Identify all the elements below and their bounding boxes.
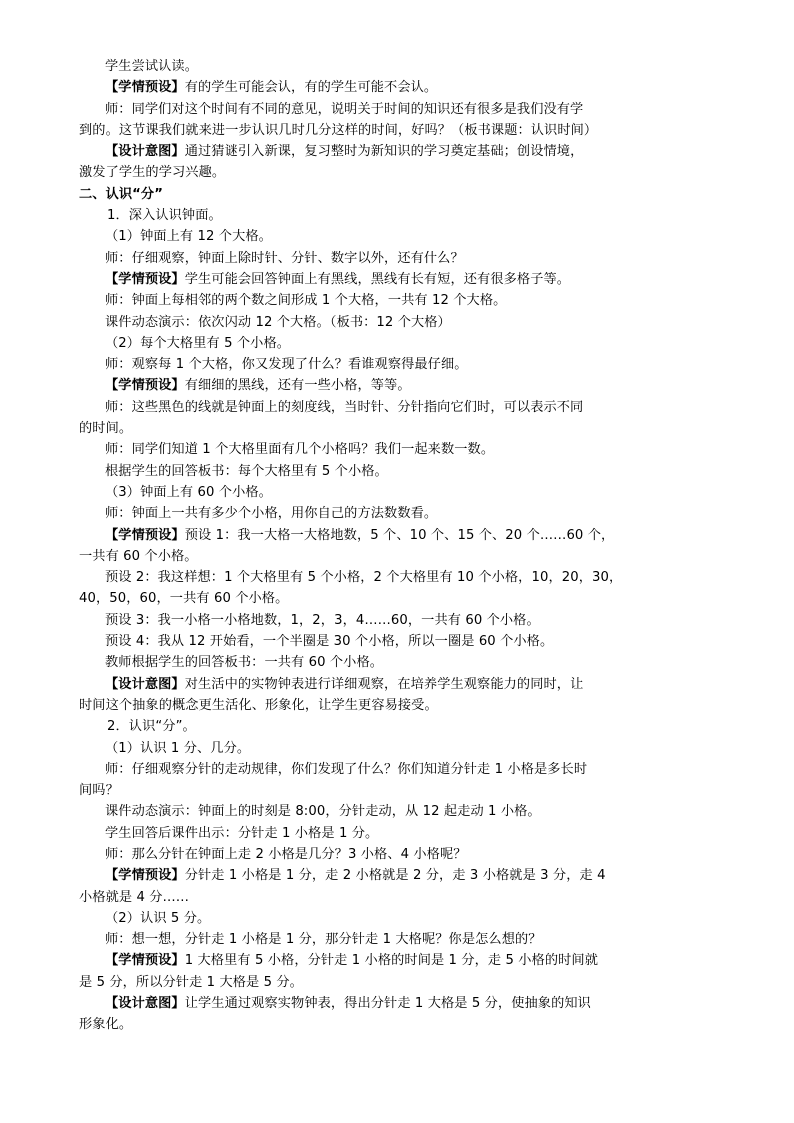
line-text: 师：钟面上一共有多少个小格，用你自己的方法数数看。 <box>105 506 438 522</box>
line-text: 激发了学生的学习兴趣。 <box>79 165 226 181</box>
line-text: 通过猜谜引入新课，复习整时为新知识的学习奠定基础；创设情境， <box>184 144 584 160</box>
line-text: （3）钟面上有 60 个小格。 <box>105 484 272 500</box>
paragraph-line <box>79 503 607 524</box>
paragraph-line <box>79 759 607 780</box>
line-text: 对生活中的实物钟表进行详细观察，在培养学生观察能力的同时，让 <box>184 676 584 692</box>
paragraph-line <box>79 312 607 333</box>
annotated-paragraph-line <box>79 865 607 886</box>
line-text: 是 5 分，所以分针走 1 大格是 5 分。 <box>79 974 303 990</box>
paragraph-line <box>79 248 607 269</box>
paragraph-line <box>79 333 607 354</box>
paragraph-line <box>79 652 607 673</box>
annotated-paragraph-line <box>79 993 607 1014</box>
line-text: 一共有 60 个小格。 <box>79 548 198 564</box>
paragraph-line <box>79 801 607 822</box>
line-text: 师：观察每 1 个大格，你又发现了什么？看谁观察得最仔细。 <box>105 357 468 373</box>
paragraph-line <box>79 439 607 460</box>
line-text: 时间这个抽象的概念更生活化、形象化，让学生更容易接受。 <box>79 697 438 713</box>
line-text: 2．认识“分”。 <box>107 719 196 735</box>
paragraph-line <box>79 1014 607 1035</box>
line-text: 学生回答后课件出示：分针走 1 小格是 1 分。 <box>105 825 379 841</box>
line-text: 师：那么分针在钟面上走 2 小格是几分？3 小格、4 小格呢？ <box>105 846 467 862</box>
section-tag: 【学情预设】 <box>105 953 185 969</box>
line-text: 二、认识“分” <box>79 186 163 202</box>
line-text: （2）每个大格里有 5 个小格。 <box>105 335 291 351</box>
paragraph-line <box>79 56 607 77</box>
paragraph-line <box>79 588 607 609</box>
paragraph-line <box>79 99 607 120</box>
paragraph-line <box>79 972 607 993</box>
section-tag: 【设计意图】 <box>105 996 185 1012</box>
line-text: 的时间。 <box>79 421 133 437</box>
line-text: 让学生通过观察实物钟表，得出分针走 1 大格是 5 分，使抽象的知识 <box>184 996 591 1012</box>
paragraph-line <box>79 738 607 759</box>
line-text: （1）钟面上有 12 个大格。 <box>105 229 272 245</box>
line-text: 形象化。 <box>79 1017 133 1033</box>
line-text: 学生可能会回答钟面上有黑线，黑线有长有短，还有很多格子等。 <box>184 271 571 287</box>
line-text: 课件动态演示：钟面上的时刻是 8:00，分针走动，从 12 起走动 1 小格。 <box>105 804 541 820</box>
paragraph-line <box>79 610 607 631</box>
paragraph-line <box>79 567 623 588</box>
line-text: 师：这些黑色的线就是钟面上的刻度线，当时针、分针指向它们时，可以表示不同 <box>105 399 584 415</box>
line-text: 预设 1：我一大格一大格地数，5 个、10 个、15 个、20 个……60 个， <box>184 527 615 543</box>
line-text: 1．深入认识钟面。 <box>107 208 222 224</box>
section-tag: 【设计意图】 <box>105 676 185 692</box>
section-tag: 【设计意图】 <box>105 144 185 160</box>
line-text: 预设 4：我从 12 开始看，一个半圈是 30 个小格，所以一圈是 60 个小格。 <box>105 634 554 650</box>
line-text: 间吗？ <box>79 783 119 799</box>
line-text: 师：同学们知道 1 个大格里面有几个小格吗？我们一起来数一数。 <box>105 442 495 458</box>
line-text: 预设 2：我这样想：1 个大格里有 5 个小格，2 个大格里有 10 个小格，10，20，30， <box>105 570 623 586</box>
paragraph-line <box>79 461 607 482</box>
line-text: （2）认识 5 分。 <box>105 910 211 926</box>
line-text: 分针走 1 小格是 1 分，走 2 小格就是 2 分，走 3 小格就是 3 分，走 4 <box>184 868 606 884</box>
paragraph-line <box>79 290 607 311</box>
paragraph-line <box>79 354 607 375</box>
paragraph-line <box>79 205 607 226</box>
paragraph-line <box>79 780 607 801</box>
annotated-paragraph-line <box>79 525 615 546</box>
annotated-paragraph-line <box>79 375 607 396</box>
section-tag: 【学情预设】 <box>105 378 185 394</box>
annotated-paragraph-line <box>79 141 607 162</box>
paragraph-line <box>79 397 607 418</box>
line-text: 有细细的黑线，还有一些小格，等等。 <box>184 378 411 394</box>
line-text: 教师根据学生的回答板书：一共有 60 个小格。 <box>105 655 384 671</box>
line-text: 预设 3：我一小格一小格地数，1，2，3，4……60，一共有 60 个小格。 <box>105 612 540 628</box>
line-text: 有的学生可能会认，有的学生可能不会认。 <box>184 80 438 96</box>
annotated-paragraph-line <box>79 950 607 971</box>
paragraph-line <box>79 823 607 844</box>
line-text: 师：想一想，分针走 1 小格是 1 分，那分针走 1 大格呢？你是怎么想的？ <box>105 932 542 948</box>
paragraph-line <box>79 695 607 716</box>
line-text: 师：同学们对这个时间有不同的意见，说明关于时间的知识还有很多是我们没有学 <box>105 101 584 117</box>
annotated-paragraph-line <box>79 269 607 290</box>
line-text: 40，50，60，一共有 60 个小格。 <box>79 591 289 607</box>
paragraph-line <box>79 929 607 950</box>
section-tag: 【学情预设】 <box>105 271 185 287</box>
paragraph-line <box>79 631 607 652</box>
paragraph-line <box>79 908 607 929</box>
section-tag: 【学情预设】 <box>105 527 185 543</box>
paragraph-line <box>79 418 607 439</box>
line-text: 师：仔细观察分针的走动规律，你们发现了什么？你们知道分针走 1 小格是多长时 <box>105 761 588 777</box>
paragraph-line <box>79 184 607 205</box>
section-tag: 【学情预设】 <box>105 80 185 96</box>
lesson-plan-body <box>79 56 623 1036</box>
line-text: 师：仔细观察，钟面上除时针、分针、数字以外，还有什么？ <box>105 250 464 266</box>
paragraph-line <box>79 120 607 141</box>
paragraph-line <box>79 844 607 865</box>
line-text: 学生尝试认读。 <box>105 59 199 74</box>
paragraph-line <box>79 716 607 737</box>
line-text: 到的。这节课我们就来进一步认识几时几分这样的时间，好吗？（板书课题：认识时间） <box>79 122 598 138</box>
line-text: （1）认识 1 分、几分。 <box>105 740 251 756</box>
line-text: 根据学生的回答板书：每个大格里有 5 个小格。 <box>105 463 388 479</box>
annotated-paragraph-line <box>79 77 607 98</box>
line-text: 1 大格里有 5 小格，分针走 1 小格的时间是 1 分，走 5 小格的时间就 <box>184 953 598 969</box>
section-tag: 【学情预设】 <box>105 868 185 884</box>
paragraph-line <box>79 887 607 908</box>
line-text: 课件动态演示：依次闪动 12 个大格。（板书：12 个大格） <box>105 314 451 330</box>
annotated-paragraph-line <box>79 674 607 695</box>
line-text: 小格就是 4 分…… <box>79 889 190 905</box>
line-text: 师：钟面上每相邻的两个数之间形成 1 个大格，一共有 12 个大格。 <box>105 293 507 309</box>
paragraph-line <box>79 546 607 567</box>
paragraph-line <box>79 482 607 503</box>
paragraph-line <box>79 226 607 247</box>
paragraph-line <box>79 162 607 183</box>
